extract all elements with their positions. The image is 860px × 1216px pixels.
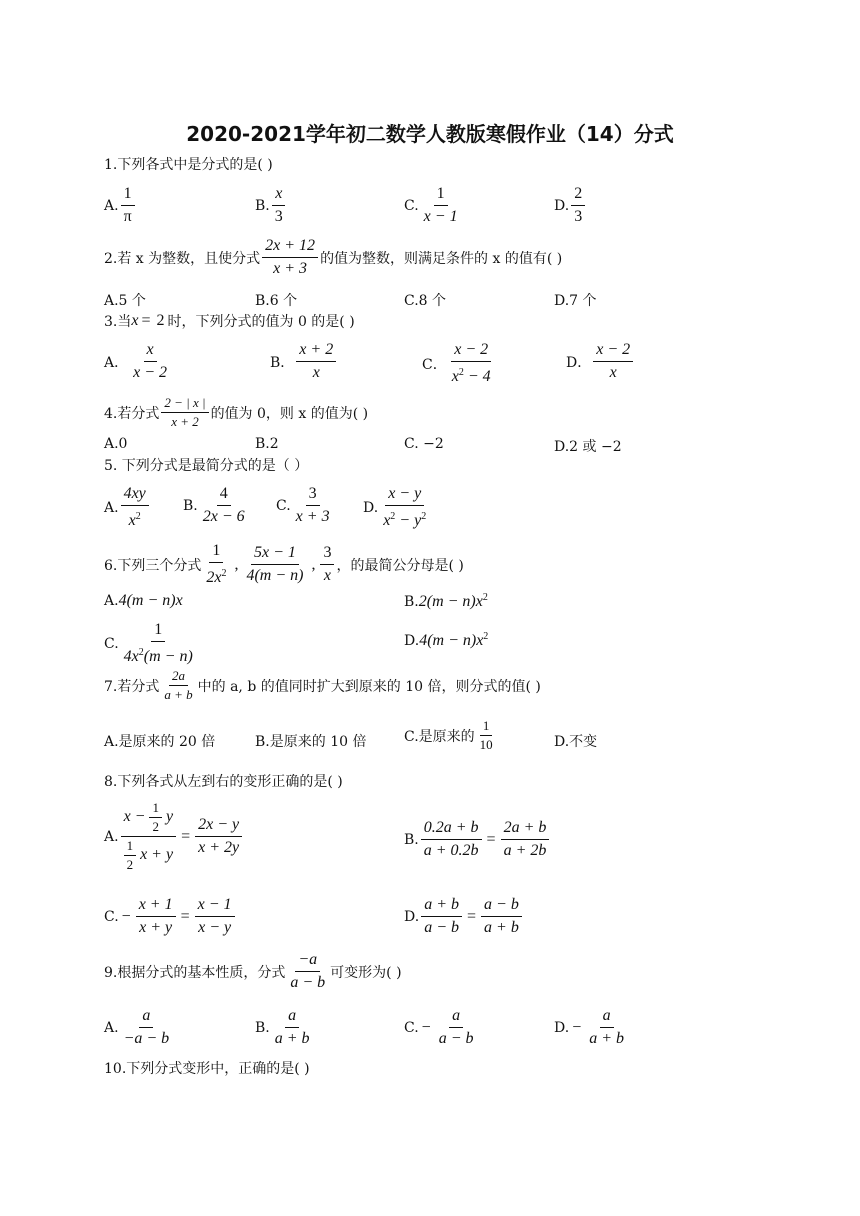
q4-option-d: D.2 或 −2 xyxy=(554,439,622,455)
q7-option-a: A.是原来的 20 倍 xyxy=(104,734,216,750)
q9-option-b: B. $\frac{a}{a + b}$ xyxy=(255,1007,310,1047)
q8-option-c: C. − $\frac{x + 1}{x + y}$ = $\frac{x - 1}{x - y}$ xyxy=(104,895,237,938)
question-6-stem: 6.下列三个分式 $\frac{1}{2x^2}$ , $\frac{5x - 1}{4(m - n)}$ , $\frac{3}{x}$ ，的最简公分母是( ) xyxy=(104,542,464,586)
q1-option-c: C. $\frac{1}{x - 1}$ xyxy=(404,185,458,225)
question-7-stem: 7.若分式 $\frac{2a}{a + b}$ 中的 a, b 的值同时扩大到原来的 10 倍，则分式的值( ) xyxy=(104,668,541,702)
q2-option-c: C.8 个 xyxy=(404,293,447,309)
question-8-stem: 8.下列各式从左到右的变形正确的是( ) xyxy=(104,774,343,790)
q5-option-c: C. $\frac{3}{x + 3}$ xyxy=(276,485,330,525)
q3-option-d: D． $\frac{x - 2}{x}$ xyxy=(566,340,635,383)
question-4-stem: 4.若分式 $\frac{2 - | x |}{x + 2}$ 的值为 0，则 x 的值为( ) xyxy=(104,395,369,429)
q3-option-b: B． $\frac{x + 2}{x}$ xyxy=(270,340,338,383)
question-10-stem: 10.下列分式变形中，正确的是( ) xyxy=(104,1061,310,1077)
q9-option-c: C. − $\frac{a}{a - b}$ xyxy=(404,1007,474,1047)
q9-option-a: A. $\frac{a}{-a - b}$ xyxy=(104,1007,170,1047)
q6-option-c: C. $\frac{1}{4x^2(m - n)}$ xyxy=(104,621,193,665)
q3-option-a: A． $\frac{x}{x - 2}$ xyxy=(104,341,168,381)
q6-option-a: A. 4(m − n)x xyxy=(104,592,183,609)
q4-option-a: A.0 xyxy=(104,436,128,452)
question-9-stem: 9.根据分式的基本性质，分式 $\frac{-a}{a - b}$ 可变形为( ) xyxy=(104,951,402,991)
question-5-stem: 5. 下列分式是最简分式的是（ ） xyxy=(104,458,309,474)
question-1-stem: 1.下列各式中是分式的是( ) xyxy=(104,157,273,173)
q7-option-b: B.是原来的 10 倍 xyxy=(255,734,367,750)
q4-option-b: B.2 xyxy=(255,436,279,452)
q6-option-d: D. $4(m - n)x^2$ xyxy=(404,631,489,649)
q8-option-a: A. x − $\frac{1}{2}$ y $\frac{1}{2}$ x + y = $\frac{2x - y}{x + 2y}$ xyxy=(104,800,244,873)
q2-option-a: A.5 个 xyxy=(104,293,146,309)
q7-option-d: D.不变 xyxy=(554,734,598,750)
q1-option-a: A. $\frac{1}{\pi}$ xyxy=(104,184,137,227)
question-3-stem: 3.当 x = 2 时，下列分式的值为 0 的是( ) xyxy=(104,312,355,330)
q5-option-b: B. $\frac{4}{2x - 6}$ xyxy=(183,485,245,525)
q1-option-d: D. $\frac{2}{3}$ xyxy=(554,184,587,227)
q8-option-d: D. $\frac{a + b}{a - b}$ = $\frac{a - b}{a + b}$ xyxy=(404,895,524,938)
q1-option-b: B. $\frac{x}{3}$ xyxy=(255,184,288,227)
q4-option-c: C. −2 xyxy=(404,436,444,452)
question-2-stem: 2.若 x 为整数，且使分式 $\frac{2x + 12}{x + 3}$ 的值为整数，则满足条件的 x 的值有( ) xyxy=(104,237,563,277)
q3-option-c: C． $\frac{x - 2}{x^2 - 4}$ xyxy=(422,341,491,385)
page-title: 2020-2021学年初二数学人教版寒假作业（14）分式 xyxy=(186,122,674,146)
q8-option-b: B. $\frac{0.2a + b}{a + 0.2b}$ = $\frac{2a + b}{a + 2b}$ xyxy=(404,818,551,861)
q2-option-b: B.6 个 xyxy=(255,293,298,309)
q5-option-a: A. $\frac{4xy}{x^2}$ xyxy=(104,484,151,531)
q2-option-d: D.7 个 xyxy=(554,293,597,309)
q5-option-d: D. $\frac{x - y}{x^2 - y^2}$ xyxy=(363,485,427,529)
q6-option-b: B. $2(m - n)x^2$ xyxy=(404,592,488,610)
q9-option-d: D. − $\frac{a}{a + b}$ xyxy=(554,1007,625,1047)
q7-option-c: C.是原来的 $\frac{1}{10}$ xyxy=(404,718,493,752)
